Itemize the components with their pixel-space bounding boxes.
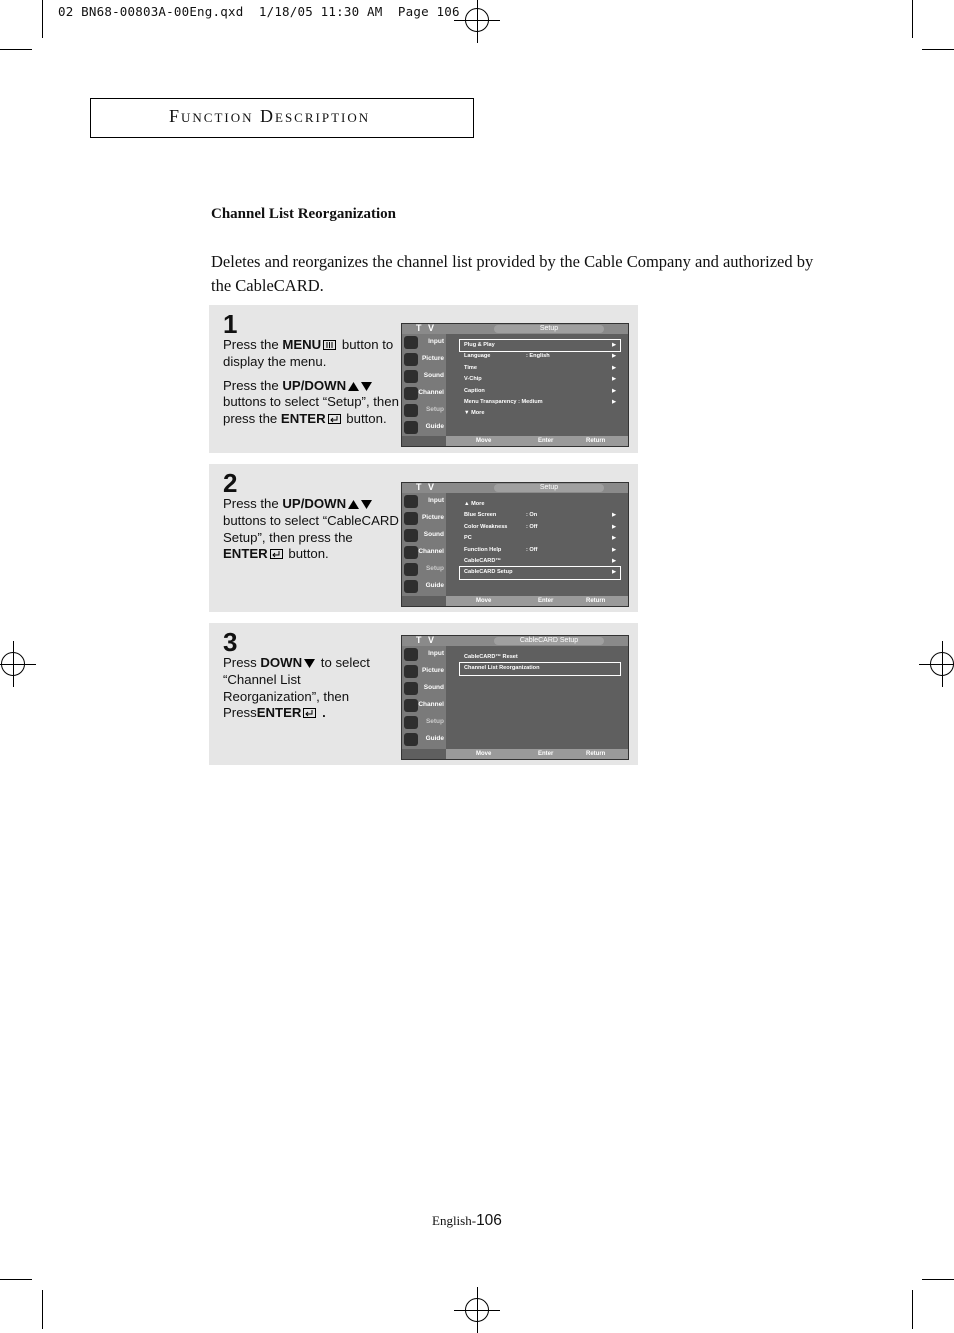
sidebar-item-sound: Sound (402, 368, 446, 385)
menu-row: V-Chip ▶ (464, 376, 616, 383)
sidebar-item-input: Input (402, 334, 446, 351)
menu-row: Language : English ▶ (464, 353, 616, 360)
step-panel-2 (209, 464, 638, 612)
tv-footer (446, 436, 628, 446)
return-hint: Return (586, 751, 606, 757)
step-number: 1 (223, 309, 238, 339)
enter-icon (303, 708, 316, 718)
menu-row: CableCARD™ Reset (464, 654, 518, 660)
sidebar-item-guide: Guide (402, 578, 446, 595)
step-instructions: Press the UP/DOWN buttons to select “CableCARD Setup”, then press the ENTER button. (223, 496, 399, 562)
picture-icon (404, 353, 418, 366)
input-icon (404, 336, 418, 349)
tv-sidebar (402, 646, 446, 749)
crop-mark (0, 49, 32, 50)
menu-tab: Setup (494, 325, 604, 333)
guide-icon (404, 733, 418, 746)
enter-icon (270, 549, 283, 559)
sidebar-item-guide: Guide (402, 731, 446, 748)
sidebar-item-channel: Channel (402, 544, 446, 561)
sidebar-item-setup: Setup (402, 561, 446, 578)
menu-row: ▲ More (464, 501, 485, 507)
setup-icon (404, 404, 418, 417)
sidebar-item-picture: Picture (402, 510, 446, 527)
tv-menu-list (460, 340, 620, 420)
tv-label: T V (416, 482, 437, 492)
sidebar-item-setup: Setup (402, 402, 446, 419)
registration-mark (930, 652, 954, 676)
return-hint: Return (586, 598, 606, 604)
input-icon (404, 495, 418, 508)
setup-icon (404, 716, 418, 729)
menu-row: CableCARD Setup ▶ (460, 567, 620, 578)
page-footer: English-106 (432, 1212, 502, 1229)
menu-row: PC ▶ (464, 535, 616, 542)
crop-mark (922, 49, 954, 50)
tv-sidebar (402, 493, 446, 596)
page-number: 106 (476, 1212, 502, 1229)
print-slug: 02 BN68-00803A-00Eng.qxd 1/18/05 11:30 AM Page 106 (58, 4, 460, 19)
up-down-arrows-icon (348, 500, 372, 509)
sidebar-item-input: Input (402, 493, 446, 510)
sound-icon (404, 370, 418, 383)
menu-row: Channel List Reorganization (460, 663, 620, 674)
menu-row: Blue Screen : On ▶ (464, 512, 616, 519)
tv-label: T V (416, 323, 437, 333)
menu-tab: Setup (494, 484, 604, 492)
menu-row: ▼ More (464, 410, 485, 417)
channel-icon (404, 387, 418, 400)
menu-row: CableCARD™ ▶ (464, 557, 616, 564)
tv-footer (446, 749, 628, 759)
crop-mark (42, 0, 43, 38)
menu-row: Plug & Play ▶ (460, 340, 620, 351)
step-panel-3 (209, 623, 638, 765)
registration-mark (465, 1298, 489, 1322)
sidebar-item-sound: Sound (402, 680, 446, 697)
menu-row: Caption ▶ (464, 387, 616, 394)
step-instructions: Press the MENU button to display the menu. Press the UP/DOWN buttons to select “Setup”, then press the ENTER button. (223, 337, 399, 427)
enter-hint: Enter (538, 438, 554, 444)
step-panel-1 (209, 305, 638, 453)
registration-mark (465, 8, 489, 32)
setup-icon (404, 563, 418, 576)
tv-menu-screen (401, 482, 629, 607)
subheading: Channel List Reorganization (211, 206, 397, 222)
sidebar-item-channel: Channel (402, 385, 446, 402)
sound-icon (404, 682, 418, 695)
channel-icon (404, 546, 418, 559)
tv-menu-list (460, 499, 620, 579)
sidebar-item-guide: Guide (402, 419, 446, 436)
up-down-arrows-icon (348, 382, 372, 391)
menu-row: Menu Transparency : Medium ▶ (464, 398, 616, 405)
guide-icon (404, 421, 418, 434)
input-icon (404, 648, 418, 661)
crop-mark (0, 1279, 32, 1280)
move-hint: Move (476, 598, 492, 604)
return-hint: Return (586, 438, 606, 444)
menu-row: Time ▶ (464, 364, 616, 371)
sound-icon (404, 529, 418, 542)
step-number: 2 (223, 468, 238, 498)
step-number: 3 (223, 627, 238, 657)
tv-label: T V (416, 635, 437, 645)
sidebar-item-setup: Setup (402, 714, 446, 731)
crop-mark (912, 1290, 913, 1329)
sidebar-item-input: Input (402, 646, 446, 663)
registration-mark (1, 652, 25, 676)
guide-icon (404, 580, 418, 593)
sidebar-item-picture: Picture (402, 351, 446, 368)
move-hint: Move (476, 751, 492, 757)
menu-icon (323, 340, 336, 350)
menu-row: Color Weakness : Off ▶ (464, 523, 616, 530)
menu-row: Function Help : Off ▶ (464, 546, 616, 553)
down-arrow-icon (304, 659, 315, 668)
tv-footer (446, 596, 628, 606)
move-hint: Move (476, 438, 492, 444)
picture-icon (404, 665, 418, 678)
crop-mark (912, 0, 913, 38)
tv-sidebar (402, 334, 446, 436)
sidebar-item-picture: Picture (402, 663, 446, 680)
sidebar-item-sound: Sound (402, 527, 446, 544)
crop-mark (922, 1279, 954, 1280)
enter-icon (328, 414, 341, 424)
section-title: Function Description (169, 106, 371, 126)
crop-mark (42, 1290, 43, 1329)
tv-menu-list (460, 652, 620, 675)
sidebar-item-channel: Channel (402, 697, 446, 714)
step-instructions: Press DOWN to select “Channel List Reorganization”, then PressENTER . (223, 655, 370, 721)
tv-menu-screen (401, 635, 629, 760)
intro-paragraph: Deletes and reorganizes the channel list provided by the Cable Company and authorized by the CableCARD. (211, 252, 814, 295)
channel-icon (404, 699, 418, 712)
enter-hint: Enter (538, 598, 554, 604)
enter-hint: Enter (538, 751, 554, 757)
menu-tab: CableCARD Setup (494, 637, 604, 645)
picture-icon (404, 512, 418, 525)
tv-menu-screen (401, 323, 629, 447)
